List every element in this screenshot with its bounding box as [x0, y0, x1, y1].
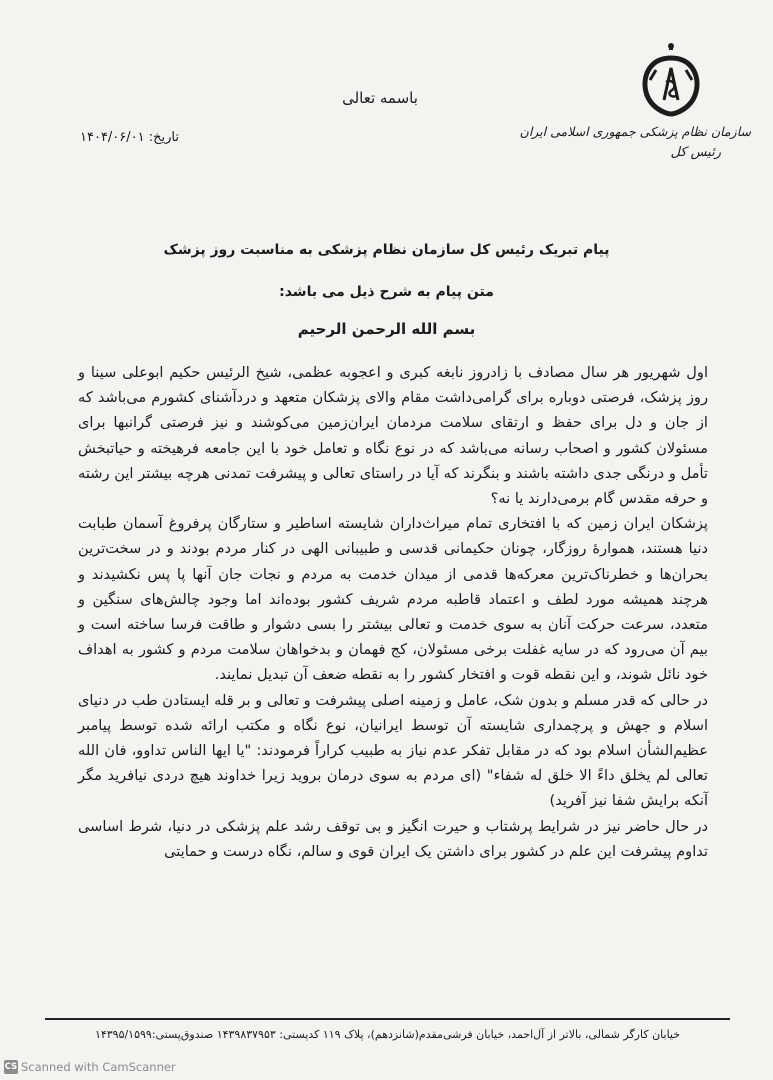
organization-logo-icon	[636, 40, 706, 120]
date-label: تاریخ:	[148, 130, 180, 145]
footer-address: خیابان کارگر شمالی، بالاتر از آل‌احمد، خیابان فرشی‌مقدم(شانزدهم)، پلاک ۱۱۹ کدپستی: ۱۴۳۹۸۳۷۹۵۳ صندوق‌پستی:۱۴۳۹۵/۱۵۹۹	[94, 1028, 681, 1041]
body-paragraph: پزشکان ایران زمین که با افتخاری تمام میراث‌داران شایسته اساطیر و ستارگان پرفروغ آسمان طبابت دنیا هستند، هموارهٔ روزگار، چونان حکیمانی قدسی و طبیبانی الهی در کنار مردم بودند و در سخت‌ترین بحران‌ها و خطرناک‌ترین معرکه‌ها قدمی از میدان خدمت به مردم و نجات جان آنها پا پس نکشیدند و هرچند همیشه مورد لطف و اعتماد قاطبه مردم شریف کشور بوده‌اند اما وجود چالش‌های سنگین و متعدد، سرعت حرکت آنان به سوی خدمت و تعالی بیشتر را بسی دشوار و طاقت فرسا ساخته است و بیم آن می‌رود که در سایه غفلت برخی مسئولان، کج فهمان و بدخواهان سلامت مردم و کشور به اهداف خود نائل شوند، و این نقطه قوت و افتخار کشور را به نقطه ضعف آن تبدیل نمایند.	[78, 515, 708, 684]
date-value: ۱۴۰۴/۰۶/۰۱	[80, 130, 145, 145]
letterhead	[519, 40, 751, 160]
scanner-watermark	[4, 1060, 176, 1074]
organization-role: رئیس کل	[670, 145, 721, 160]
body-paragraph: اول شهریور هر سال مصادف با زادروز نابغه کبری و اعجوبه عظمی، شیخ الرئیس حکیم ابوعلی سینا و روز پزشک، فرصتی دوباره برای گرامی‌داشت مقام والای پزشکان متعهد و دردآشنای کشورم می‌باشد که از جان و دل برای حفظ و ارتقای سلامت مردمان ایران‌زمین می‌کوشند و نیز فرصتی گرانبها برای مسئولان کشور و اصحاب رسانه می‌باشد که در نوع نگاه و تعامل خود با این جامعه فرهیخته و حیاتبخش تأمل و درنگی جدی داشته باشند و بنگرند که آیا در راستای تعالی و پیشرفت تمدنی هرچه بیشتر این رشته و حرفه مقدس گام برمی‌دارند یا نه؟	[78, 364, 708, 508]
invocation: باسمه تعالی	[342, 89, 418, 107]
footer-divider	[45, 1018, 730, 1020]
watermark-text: Scanned with CamScanner	[21, 1060, 176, 1074]
letter-intro: متن پیام به شرح ذیل می باشد:	[279, 284, 494, 300]
letter-title: پیام تبریک رئیس کل سازمان نظام پزشکی به مناسبت روز پزشک	[163, 242, 610, 258]
body-paragraph: در حال حاضر نیز در شرایط پرشتاب و حیرت انگیز و بی توقف رشد علم پزشکی در دنیا، شرط اساسی تداوم پیشرفت این علم در کشور برای داشتن یک ایران قوی و سالم، نگاه درست و حمایتی	[78, 817, 708, 860]
date-line	[80, 130, 179, 145]
body-paragraph: در حالی که قدر مسلم و بدون شک، عامل و زمینه اصلی پیشرفت و تعالی و بر قله ایستادن طب در دنیای اسلام و جهش و پرچمداری شایسته آن توسط ایرانیان، نوع نگاه و مکتب ارائه شده توسط پیامبر عظیم‌الشأن اسلام بود که در مقابل تفکر عدم نیاز به طبیب کراراً فرمودند: "یا ایها الناس تداوو، فان الله تعالی لم یخلق داءً الا خلق له شفاء" (ای مردم به سوی درمان بروید زیرا خداوند هیچ دردی نیافرید مگر آنکه برایش شفا نیز آفرید)	[78, 691, 708, 810]
camscanner-icon: CS	[4, 1062, 18, 1072]
basmala: بسم الله الرحمن الرحیم	[297, 320, 476, 338]
organization-name: سازمان نظام پزشکی جمهوری اسلامی ایران	[519, 124, 751, 139]
letter-body	[78, 360, 708, 864]
